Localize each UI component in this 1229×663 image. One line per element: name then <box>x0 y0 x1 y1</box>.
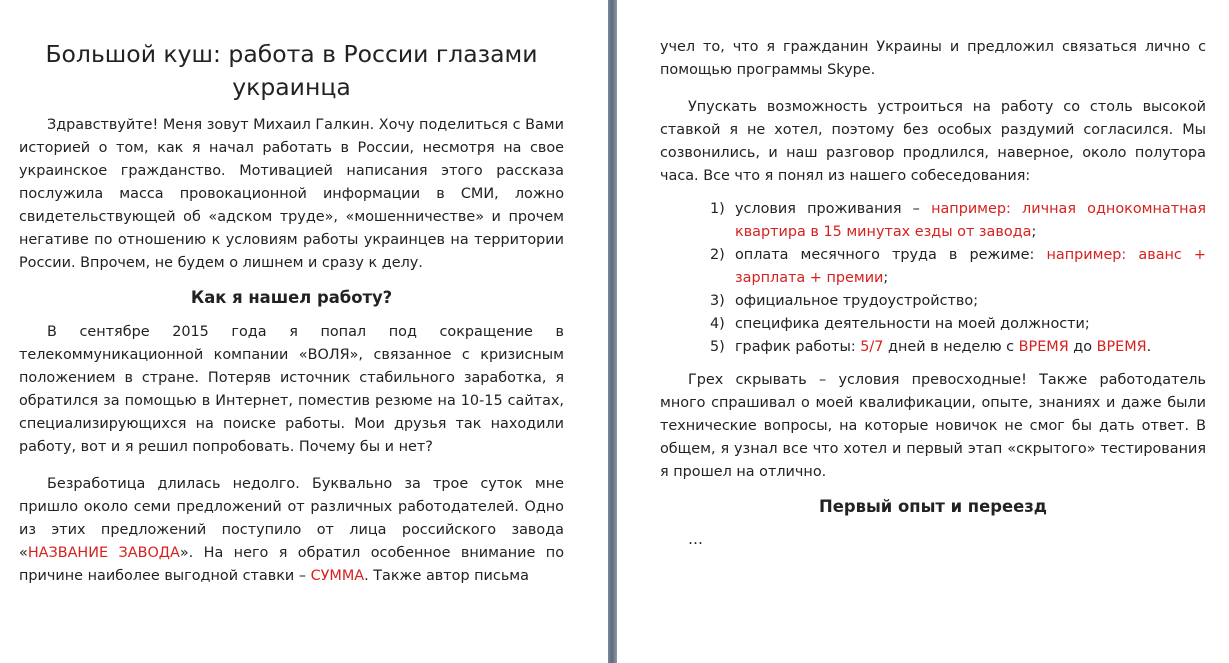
intro-paragraph: Здравствуйте! Меня зовут Михаил Галкин. Хочу поделиться с Вами историей о том, как я начал работать в России, несмотря на свое украинское гражданство. Мотивацией написания этого рассказа послужила масса провокационной информации в СМИ, ложно свидетельствующей об «адском труде», «мошенничестве» и прочем негативе по отношению к условиям работы украинцев на территории России. Впрочем, не будем о лишнем и сразу к делу. <box>19 117 564 271</box>
paragraph-layoff: В сентябре 2015 года я попал под сокращение в телекоммуникационной компании «ВОЛЯ», связанное с кризисным положением в стране. Потеряв источник стабильного заработка, я обратился за помощью в Интернет, поместив резюме на 10-15 сайтах, специализирующихся на поиске работы. Мои друзья так находили работу, вот и я решил попробовать. Почему бы и нет? <box>19 324 564 455</box>
paragraph-offers <box>19 473 564 588</box>
text-span: условия проживания – <box>735 201 932 217</box>
paragraph-conditions-review: Грех скрывать – условия превосходные! Также работодатель много спрашивал о моей квалификации, опыте, знаниях и даже были технические вопросы, на которые новичок не смог бы дать ответ. В общем, я узнал все что хотел и первый этап «скрытого» тестирования я прошел на отлично. <box>660 372 1206 480</box>
text-span: оплата месячного труда в режиме: <box>735 247 1047 263</box>
list-number: 2) <box>710 247 725 263</box>
document-title: Большой куш: работа в России глазами украинца <box>45 40 538 101</box>
page-divider <box>608 0 617 663</box>
right-page <box>617 0 1229 663</box>
punctuation: ; <box>1031 224 1037 240</box>
list-number: 4) <box>710 316 725 332</box>
list-item <box>710 336 1206 359</box>
list-number: 3) <box>710 293 725 309</box>
section-heading-first-experience: Первый опыт и переезд <box>819 497 1047 516</box>
conditions-list <box>660 198 1206 359</box>
text-span: . Также автор письма <box>364 568 529 584</box>
punctuation: . <box>1146 339 1152 355</box>
placeholder-time-start: ВРЕМЯ <box>1018 339 1069 355</box>
list-item <box>710 313 1206 336</box>
list-number: 1) <box>710 201 725 217</box>
section-heading-how-found-job: Как я нашел работу? <box>190 288 393 307</box>
text-span: официальное трудоустройство; <box>735 293 979 309</box>
placeholder-payment: например: аванс + зарплата + премии <box>735 247 1206 286</box>
placeholder-days: 5/7 <box>860 339 884 355</box>
list-number: 5) <box>710 339 725 355</box>
text-span: до <box>1068 339 1097 355</box>
text-span: дней в неделю с <box>883 339 1019 355</box>
text-span: график работы: <box>735 339 861 355</box>
placeholder-housing: например: личная однокомнатная квартира в 15 минутах езды от завода <box>735 201 1206 240</box>
placeholder-factory-name: НАЗВАНИЕ ЗАВОДА <box>27 545 180 561</box>
left-page <box>0 0 608 663</box>
ellipsis-text: … <box>688 530 703 548</box>
text-span: специфика деятельности на моей должности; <box>735 316 1090 332</box>
list-item <box>710 198 1206 244</box>
text-span: ». На него я обратил особенное внимание по причине наиболее выгодной ставки – <box>19 545 565 584</box>
paragraph-continuation: учел то, что я гражданин Украины и предложил связаться лично с помощью программы Skype. <box>660 39 1206 78</box>
text-span: Безработица длилась недолго. Буквально за трое суток мне пришло около семи предложений от различных работодателей. Одно из этих предложений поступило от лица российского завода « <box>19 476 564 561</box>
placeholder-time-end: ВРЕМЯ <box>1096 339 1147 355</box>
placeholder-sum: СУММА <box>310 568 365 584</box>
list-item <box>710 244 1206 290</box>
list-item <box>710 290 1206 313</box>
punctuation: ; <box>883 270 889 286</box>
paragraph-interview: Упускать возможность устроиться на работу со столь высокой ставкой я не хотел, поэтому без особых раздумий согласился. Мы созвонились, и наш разговор продлился, наверное, около полутора часа. Все что я понял из нашего собеседования: <box>660 99 1206 184</box>
